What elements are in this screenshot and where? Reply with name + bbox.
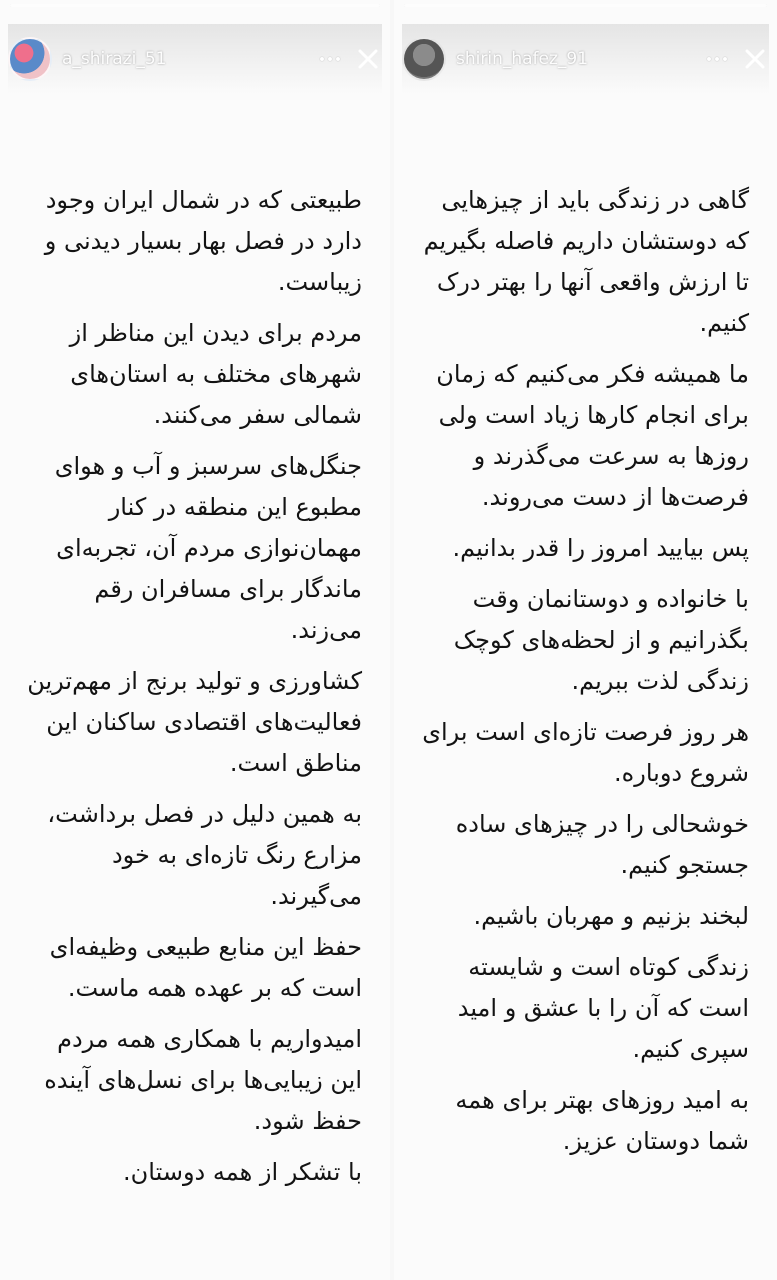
story-header	[8, 24, 382, 94]
story-paragraph: جنگل‌های سرسبز و آب و هوای مطبوع این منطقه در کنار مهمان‌نوازی مردم آن، تجربه‌ای ماندگار برای مسافران رقم می‌زند.	[54, 452, 362, 644]
username[interactable]: a_shirazi_51	[62, 49, 167, 69]
story-paragraph: با تشکر از همه دوستان.	[123, 1158, 362, 1186]
avatar[interactable]	[8, 37, 52, 81]
story-panel-right[interactable]	[394, 0, 777, 1280]
story-paragraph: پس بیایید امروز را قدر بدانیم.	[452, 534, 749, 562]
story-paragraph: زندگی کوتاه است و شایسته است که آن را با عشق و امید سپری کنیم.	[457, 953, 749, 1063]
story-text	[414, 180, 749, 1172]
close-icon[interactable]	[741, 45, 769, 73]
story-paragraph: کشاورزی و تولید برنج از مهم‌ترین فعالیت‌های اقتصادی ساکنان این مناطق است.	[27, 667, 362, 777]
story-progress-fill	[404, 4, 767, 7]
story-paragraph: به همین دلیل در فصل برداشت، مزارع رنگ تازه‌ای به خود می‌گیرند.	[47, 800, 362, 910]
story-paragraph: خوشحالی را در چیزهای ساده جستجو کنیم.	[455, 810, 749, 879]
story-paragraph: حفظ این منابع طبیعی وظیفه‌ای است که بر عهده همه ماست.	[49, 933, 362, 1002]
story-header	[402, 24, 769, 94]
avatar[interactable]	[402, 37, 446, 81]
username[interactable]: shirin_hafez_91	[456, 49, 589, 69]
story-paragraph: امیدواریم با همکاری همه مردم این زیبایی‌ها برای نسل‌های آینده حفظ شود.	[44, 1025, 362, 1135]
story-progress-fill	[10, 4, 380, 7]
story-paragraph: طبیعتی که در شمال ایران وجود دارد در فصل بهار بسیار دیدنی و زیباست.	[44, 186, 362, 296]
story-paragraph: با خانواده و دوستانمان وقت بگذرانیم و از لحظه‌های کوچک زندگی لذت ببریم.	[453, 585, 749, 695]
more-dots-icon[interactable]	[703, 45, 731, 73]
story-paragraph: مردم برای دیدن این مناظر از شهرهای مختلف به استان‌های شمالی سفر می‌کنند.	[69, 319, 362, 429]
story-paragraph: لبخند بزنیم و مهربان باشیم.	[473, 902, 749, 930]
story-progress-track	[404, 4, 767, 7]
story-progress-track	[10, 4, 380, 7]
story-paragraph: ما همیشه فکر می‌کنیم که زمان برای انجام کارها زیاد است ولی روزها به سرعت می‌گذرند و فرصت‌ها از دست می‌روند.	[436, 360, 749, 511]
story-paragraph: به امید روزهای بهتر برای همه شما دوستان عزیز.	[455, 1086, 749, 1155]
story-paragraph: گاهی در زندگی باید از چیزهایی که دوستشان داریم فاصله بگیریم تا ارزش واقعی آنها را بهتر درک کنیم.	[423, 186, 749, 337]
story-text	[20, 180, 362, 1203]
story-paragraph: هر روز فرصت تازه‌ای است برای شروع دوباره.	[422, 718, 749, 787]
more-dots-icon[interactable]	[316, 45, 344, 73]
close-icon[interactable]	[354, 45, 382, 73]
